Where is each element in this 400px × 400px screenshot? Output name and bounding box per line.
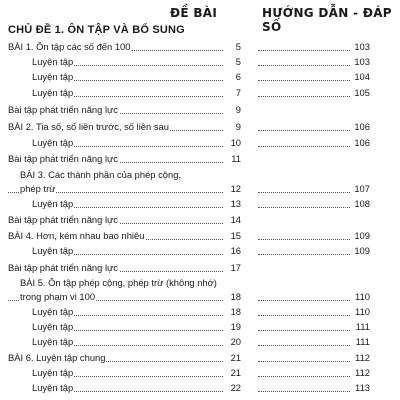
toc-entry (32, 86, 245, 100)
toc-entry-label: Bài tập phát triển năng lực (8, 153, 118, 164)
toc-entry-page: 9 (235, 104, 241, 115)
dot-leader (258, 129, 350, 131)
toc-entry-label-continued: BÀI 3. Các thành phần của phép cộng, (20, 169, 182, 180)
toc-entry-label: Luyện tập (32, 56, 74, 67)
answer-page: 108 (354, 198, 370, 209)
toc-entry-label: Bài tập phát triển năng lực (8, 214, 118, 225)
answer-entry (258, 86, 372, 100)
toc-entry-page: 6 (235, 71, 241, 82)
toc-entry-page: 18 (230, 306, 241, 317)
toc-entry (8, 152, 245, 166)
toc-entry-page: 17 (230, 262, 241, 273)
dot-leader (258, 238, 350, 240)
toc-entry (32, 70, 245, 84)
toc-entry-label: Luyện tập (32, 367, 74, 378)
dot-leader (258, 360, 350, 362)
answer-page: 103 (354, 41, 370, 52)
toc-entry-label: Bài tập phát triển năng lực (8, 104, 118, 115)
toc-entry-label: Luyện tập (32, 87, 74, 98)
toc-entry-page: 16 (230, 245, 241, 256)
toc-entry (8, 351, 245, 365)
toc-entry-label: Luyện tập (32, 198, 74, 209)
answer-entry (258, 320, 372, 334)
toc-entry (32, 244, 245, 258)
toc-entry (8, 213, 245, 227)
answer-page: 111 (355, 336, 370, 347)
toc-entry-page: 11 (231, 153, 241, 164)
toc-entry-label: Luyện tập (32, 382, 74, 393)
answer-entry (258, 70, 372, 84)
answer-page: 110 (355, 306, 370, 317)
answer-entry (258, 136, 372, 150)
toc-entry-page: 12 (230, 183, 241, 194)
toc-entry (8, 229, 245, 243)
toc-entry-label: BÀI 6. Luyện tập chung (8, 352, 106, 363)
answer-page: 113 (355, 382, 370, 393)
answer-entry (258, 182, 372, 196)
answer-page: 105 (354, 87, 370, 98)
answer-entry (258, 366, 372, 380)
toc-entry (32, 320, 245, 334)
toc-entry (8, 103, 245, 117)
dot-leader (258, 299, 350, 301)
dot-leader (258, 64, 350, 66)
answer-page: 111 (355, 321, 370, 332)
dot-leader (258, 344, 350, 346)
toc-entry (8, 277, 245, 304)
toc-entry (32, 335, 245, 349)
toc-entry (8, 169, 245, 196)
toc-entry-page: 18 (230, 291, 241, 302)
dot-leader (258, 253, 350, 255)
toc-entry (8, 120, 245, 134)
toc-entry-page: 22 (230, 382, 241, 393)
toc-entry (32, 366, 245, 380)
toc-entry-label: Luyện tập (32, 71, 74, 82)
answer-page: 110 (355, 291, 370, 302)
toc-entry (32, 305, 245, 319)
toc-entry-page: 9 (235, 121, 241, 132)
answer-entry (258, 335, 372, 349)
dot-leader (258, 314, 350, 316)
answer-entry (258, 305, 372, 319)
answer-entry (258, 381, 372, 395)
toc-entry-label: Bài tập phát triển năng lực (8, 262, 118, 273)
answer-page: 109 (354, 245, 370, 256)
toc-entry (32, 197, 245, 211)
toc-entry (8, 261, 245, 275)
dot-leader (258, 95, 350, 97)
answer-entry (258, 197, 372, 211)
header-problems: ĐỀ BÀI (170, 6, 218, 20)
toc-entry-label: BÀI 1. Ôn tập các số đến 100 (8, 41, 131, 52)
toc-entry-label: BÀI 2. Tia số, số liền trước, số liền sau (8, 121, 169, 132)
answer-entry (258, 120, 372, 134)
answer-entry (258, 351, 372, 365)
answer-page: 109 (354, 230, 370, 241)
dot-leader (258, 206, 350, 208)
dot-leader (258, 145, 350, 147)
answer-entry (258, 290, 372, 304)
toc-entry-label: Luyện tập (32, 137, 74, 148)
toc-entry-page: 5 (235, 41, 241, 52)
toc-entry (32, 381, 245, 395)
answer-entry (258, 55, 372, 69)
answer-page: 106 (354, 121, 370, 132)
dot-leader (258, 49, 350, 51)
toc-entry-page: 15 (230, 230, 241, 241)
answer-page: 106 (354, 137, 370, 148)
toc-entry-page: 13 (230, 198, 241, 209)
toc-entry-label-continued: BÀI 5. Ôn tập phép cộng, phép trừ (không nhớ) (20, 277, 217, 288)
toc-entry-label: BÀI 4. Hơn, kém nhau bao nhiêu (8, 230, 145, 241)
toc-entry-label: phép trừ (20, 183, 56, 194)
toc-entry-page: 10 (230, 137, 241, 148)
toc-entry (32, 136, 245, 150)
dot-leader (258, 390, 350, 392)
answer-entry (258, 40, 372, 54)
toc-entry-page: 14 (230, 214, 241, 225)
toc-entry-page: 21 (230, 352, 241, 363)
answer-page: 104 (354, 71, 370, 82)
dot-leader (258, 191, 350, 193)
toc-entry-page: 21 (230, 367, 241, 378)
toc-entry-page: 5 (235, 56, 241, 67)
answer-entry (258, 244, 372, 258)
toc-entry-label: trong phạm vi 100 (20, 291, 96, 302)
answer-page: 107 (354, 183, 370, 194)
toc-entry-label: Luyện tập (32, 245, 74, 256)
answer-page: 112 (355, 352, 370, 363)
dot-leader (258, 329, 350, 331)
header-answers: HƯỚNG DẪN - ĐÁP SỐ (262, 6, 392, 34)
dot-leader (258, 375, 350, 377)
toc-entry (32, 55, 245, 69)
dot-leader (258, 79, 350, 81)
toc-entry (8, 40, 245, 54)
toc-entry-page: 20 (230, 336, 241, 347)
toc-entry-page: 7 (235, 87, 241, 98)
answer-page: 103 (354, 56, 370, 67)
toc-entry-label: Luyện tập (32, 336, 74, 347)
toc-entry-label: Luyện tập (32, 321, 74, 332)
answer-entry (258, 229, 372, 243)
toc-entry-label: Luyện tập (32, 306, 74, 317)
answer-page: 112 (355, 367, 370, 378)
chapter-title: CHỦ ĐỀ 1. ÔN TẬP VÀ BỔ SUNG (8, 24, 185, 36)
toc-entry-page: 19 (230, 321, 241, 332)
